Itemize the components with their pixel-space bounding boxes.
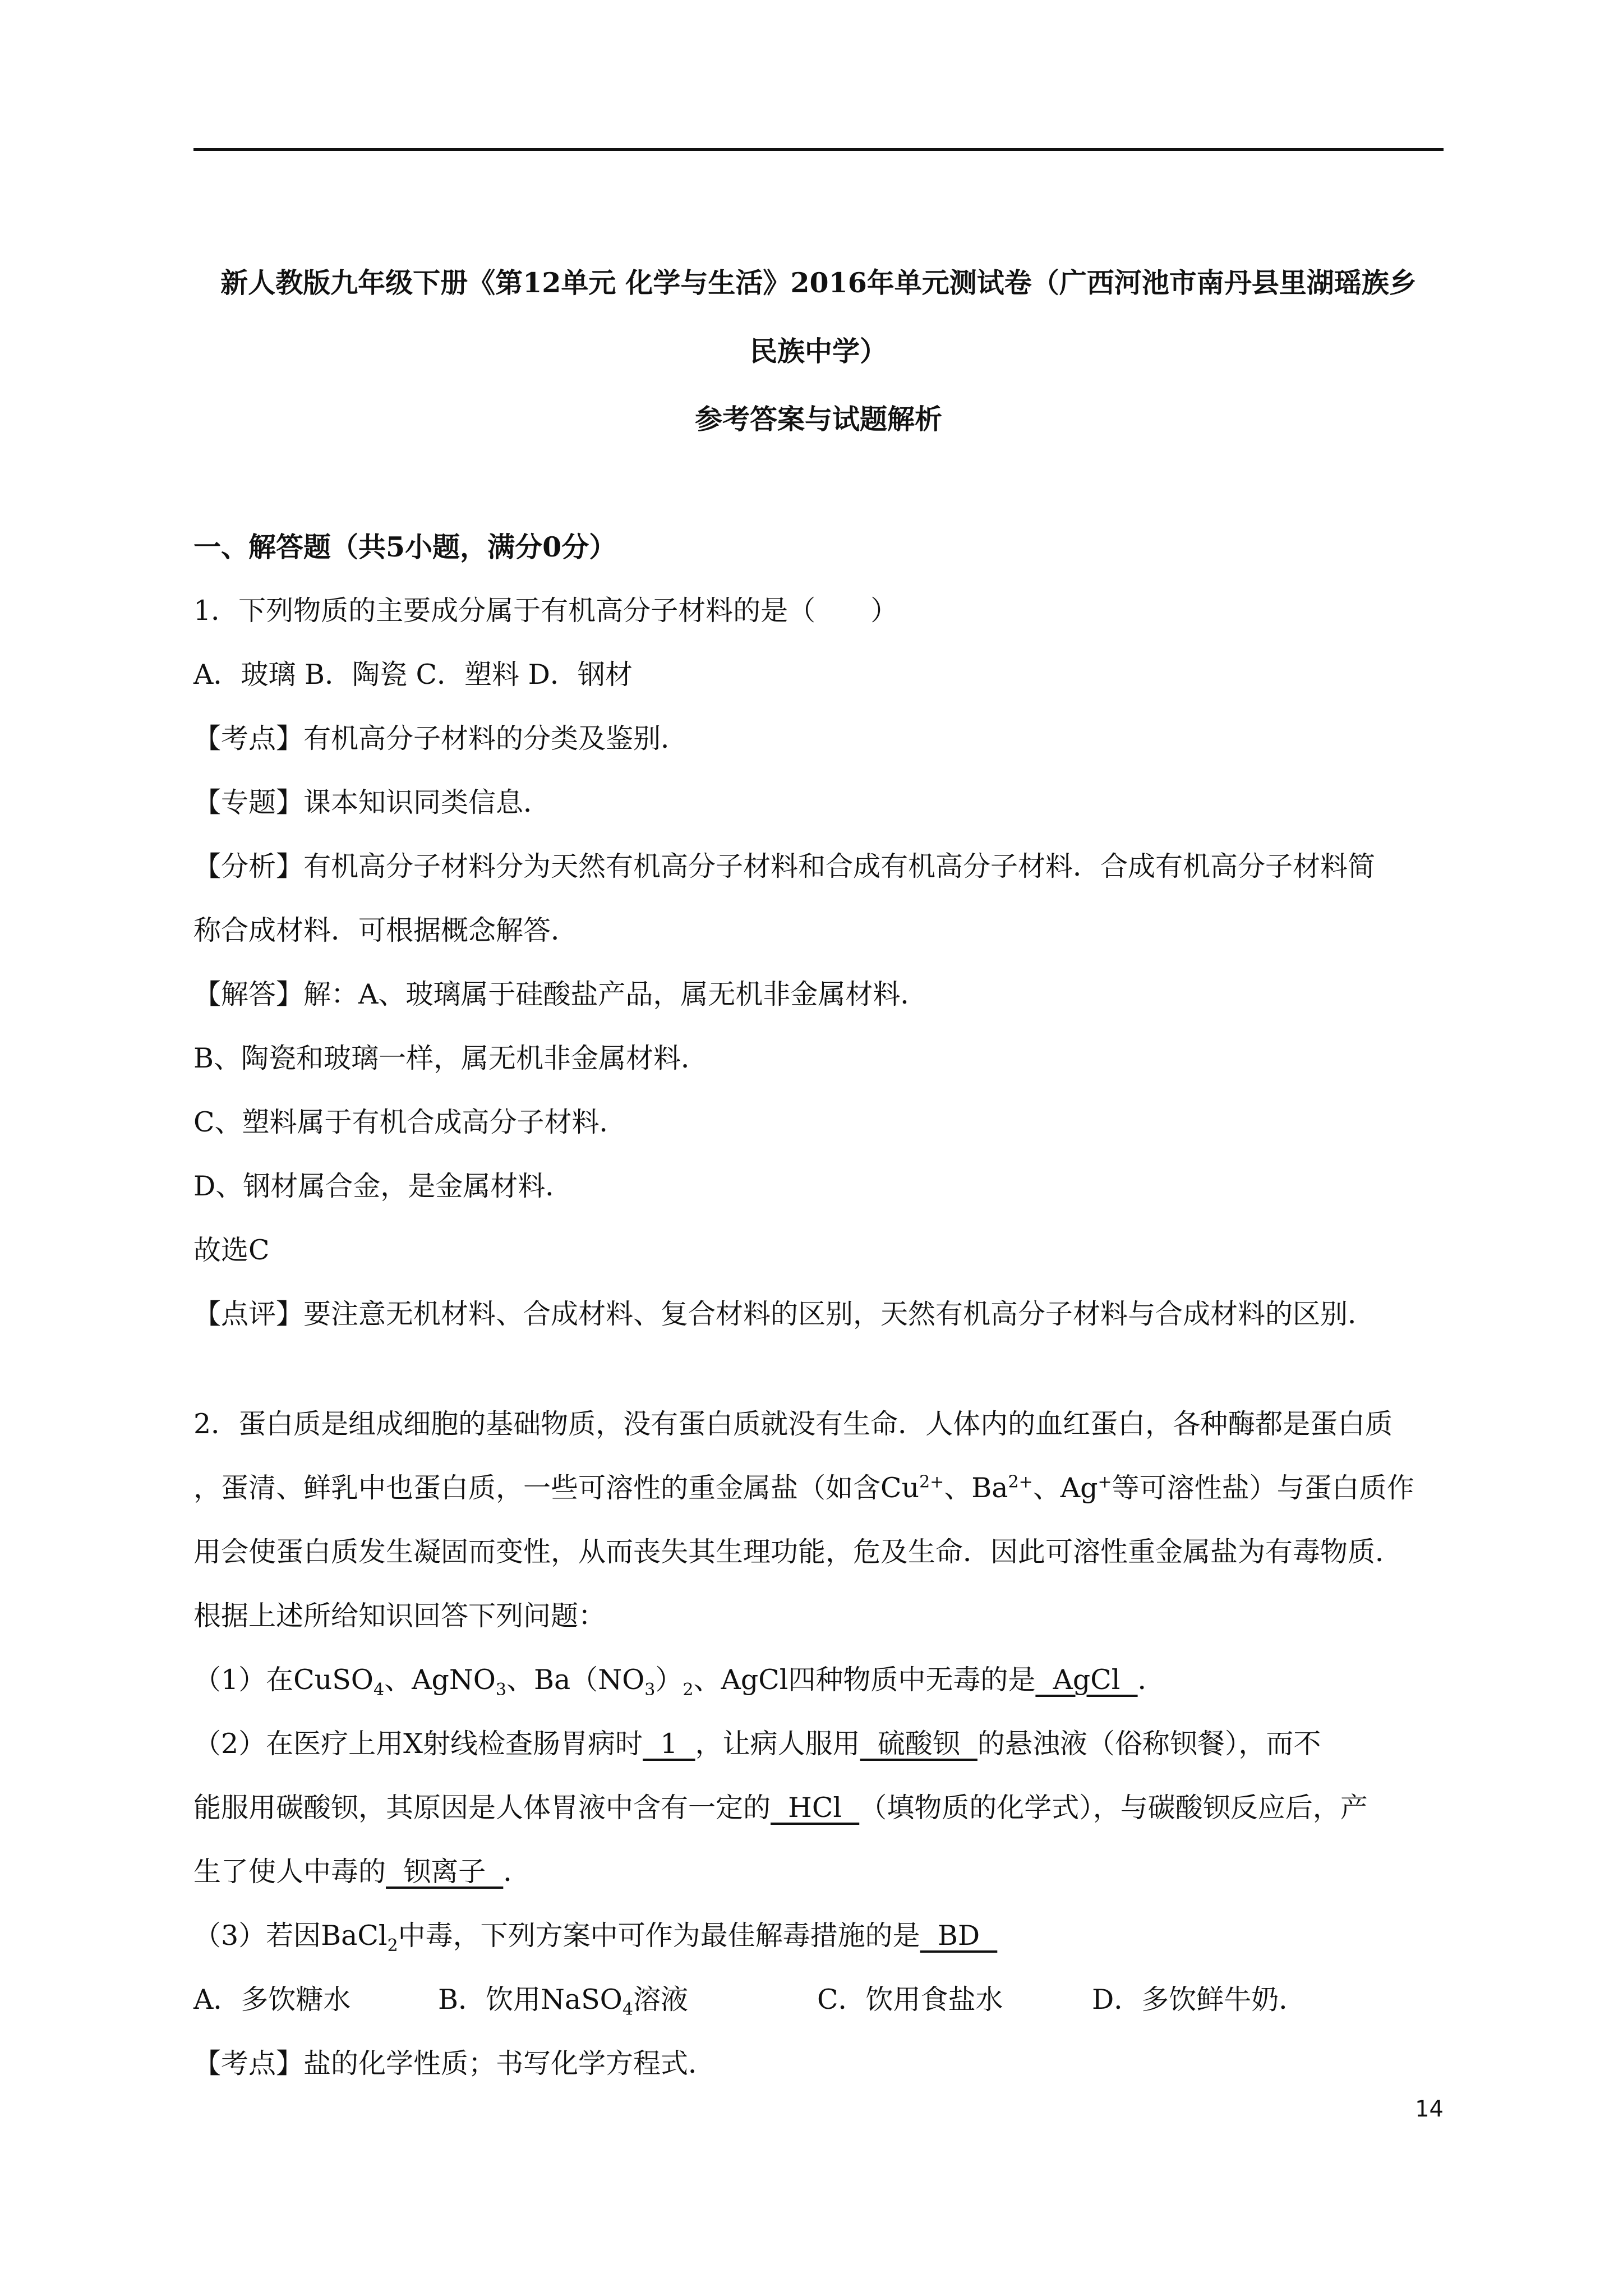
page-number: 14 [1415,2096,1444,2122]
q2-text: （3）若因BaCl [193,1920,388,1952]
q2-text: ） [655,1664,683,1696]
q1-fenxi-line2: 称合成材料．可根据概念解答． [193,914,579,946]
q1-kaodian: 【考点】有机高分子材料的分类及鉴别． [193,723,689,754]
q2-text: 生了使人中毒的 [193,1856,386,1888]
q2-stem-line1: 2．蛋白质是组成细胞的基础物质，没有蛋白质就没有生命．人体内的血红蛋白，各种酶都是蛋白质 [193,1408,1393,1440]
header-rule [193,148,1444,151]
q2-part3-options [193,1983,1444,2017]
subscript: 3 [644,1680,656,1700]
superscript: + [1098,1472,1112,1492]
q2-text: ，让病人服用 [695,1728,860,1760]
subscript: 2 [387,1935,398,1955]
section-heading: 一、解答题（共5小题，满分0分） [193,531,617,563]
q2-text: 、AgCl四种物质中无毒的是 [693,1664,1036,1696]
doc-title-line1: 新人教版九年级下册《第12单元 化学与生活》2016年单元测试卷（广西河池市南丹县里湖瑶族乡 [220,266,1417,299]
q2-kaodian: 【考点】盐的化学性质；书写化学方程式． [193,2047,716,2079]
answer-blank: 钡离子 [386,1856,504,1888]
q2-text: 、AgNO [384,1664,496,1696]
answer-blank: BD [920,1920,998,1952]
q2-text: 、Ba [944,1472,1008,1504]
q2-text: 、Ba（NO [506,1664,645,1696]
superscript: 2+ [919,1472,944,1492]
q2-stem-line2 [193,1471,1444,1505]
q2-text: ． [503,1856,531,1888]
q2-text: （1）在CuSO [193,1664,374,1696]
doc-title-line2: 民族中学） [749,335,887,367]
subscript: 2 [683,1680,694,1700]
q1-stem: 1．下列物质的主要成分属于有机高分子材料的是（ ） [193,595,898,627]
q2-part2-line2 [193,1791,1444,1825]
subscript: 3 [495,1680,506,1700]
q2-text: 能服用碳酸钡，其原因是人体胃液中含有一定的 [193,1792,771,1824]
doc-subtitle: 参考答案与试题解析 [694,403,942,435]
q2-part3 [193,1919,1444,1953]
q2-part2-line1 [193,1727,1444,1761]
q2-text: 中毒，下列方案中可作为最佳解毒措施的是 [398,1920,920,1952]
option-b-text: 溶液 [633,1984,688,2016]
subscript: 4 [622,1999,633,2019]
q2-text: ． [1137,1664,1165,1696]
answer-blank: AgCl [1035,1664,1138,1696]
q2-text: 的悬浊液（俗称钡餐），而不 [977,1728,1321,1760]
answer-blank: 硫酸钡 [860,1728,978,1760]
superscript: 2+ [1008,1472,1033,1492]
option-d: D．多饮鲜牛奶． [1092,1984,1307,2016]
q2-part1 [193,1663,1444,1700]
q1-choice: 故选C [193,1234,270,1266]
q2-stem-line3: 用会使蛋白质发生凝固而变性，从而丧失其生理功能，危及生命．因此可溶性重金属盐为有毒物质． [193,1536,1403,1568]
option-a: A．多饮糖水 [193,1984,351,2016]
q2-text: （填物质的化学式），与碳酸钡反应后，产 [859,1792,1368,1824]
q2-stem-line4: 根据上述所给知识回答下列问题： [193,1600,606,1632]
q2-part2-line3 [193,1855,1444,1889]
answer-blank: HCl [771,1792,860,1824]
q1-dianping: 【点评】要注意无机材料、合成材料、复合材料的区别，天然有机高分子材料与合成材料的区别． [193,1298,1376,1330]
q1-zhuanti: 【专题】课本知识同类信息． [193,786,551,818]
subscript: 4 [373,1680,385,1700]
q1-jieda-b: B、陶瓷和玻璃一样，属无机非金属材料． [193,1042,709,1074]
option-b-text: B．饮用NaSO [438,1984,623,2016]
option-c: C．饮用食盐水 [817,1984,1003,2016]
option-b [438,1983,817,2017]
q1-fenxi-line1: 【分析】有机高分子材料分为天然有机高分子材料和合成有机高分子材料．合成有机高分子材料简 [193,850,1376,882]
answer-blank: 1 [643,1728,695,1760]
q1-jieda: 【解答】解：A、玻璃属于硅酸盐产品，属无机非金属材料． [193,978,928,1010]
q1-options: A．玻璃 B．陶瓷 C．塑料 D．钢材 [193,659,633,691]
q2-text: ，蛋清、鲜乳中也蛋白质，一些可溶性的重金属盐（如含Cu [193,1472,920,1504]
q1-jieda-d: D、钢材属合金，是金属材料． [193,1170,573,1202]
q2-text: 等可溶性盐）与蛋白质作 [1112,1472,1414,1504]
q1-jieda-c: C、塑料属于有机合成高分子材料． [193,1106,627,1138]
q2-text: （2）在医疗上用X射线检查肠胃病时 [193,1728,643,1760]
q2-text: 、Ag [1032,1472,1098,1504]
